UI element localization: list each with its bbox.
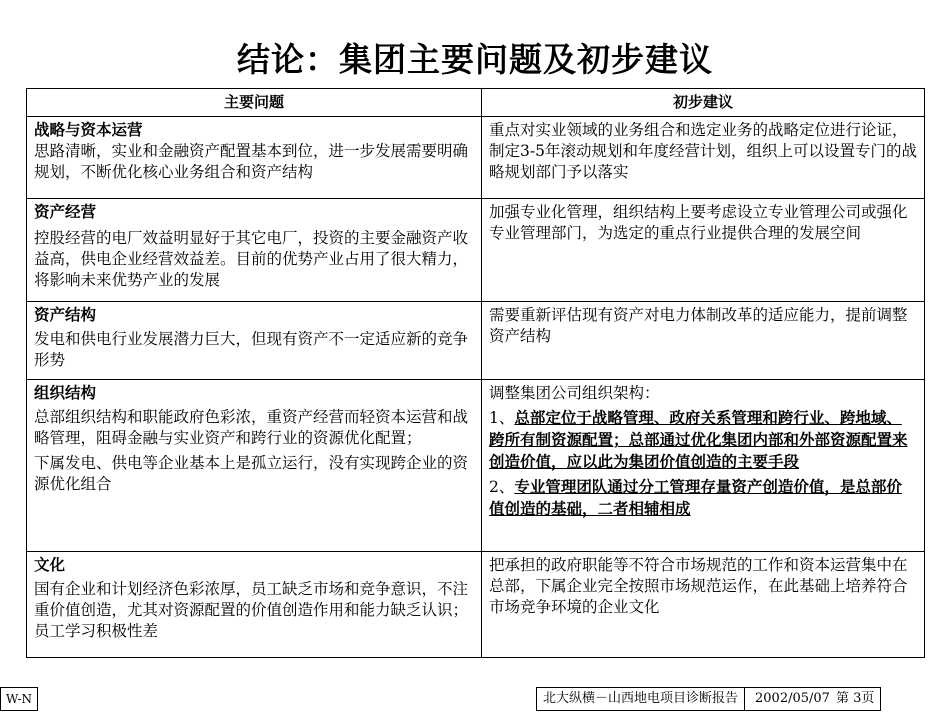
suggestion-cell xyxy=(482,302,925,380)
issue-cell xyxy=(27,117,482,199)
footer-code-box: W-N xyxy=(0,687,38,711)
suggestion-item-text: 专业管理团队通过分工管理存量资产创造价值，是总部价值创造的基础，二者相辅相成 xyxy=(489,477,902,518)
column-header-issues: 主要问题 xyxy=(27,89,482,117)
issue-title: 资产经营 xyxy=(34,203,97,221)
issue-cell xyxy=(27,552,482,658)
suggestion-text: 重点对实业领域的业务组合和选定业务的战略定位进行论证，制定3-5年滚动规划和年度经营计划，组织上可以设置专门的战略规划部门予以落实 xyxy=(489,121,917,181)
table-row xyxy=(27,302,925,380)
suggestion-cell xyxy=(482,380,925,552)
suggestion-item-text: 总部定位于战略管理、政府关系管理和跨行业、跨地域、跨所有制资源配置；总部通过优化集团内部和外部资源配置来创造价值，应以此为集团价值创造的主要手段 xyxy=(489,408,908,471)
footer-info-box xyxy=(536,687,881,711)
suggestion-cell xyxy=(482,199,925,302)
suggestion-item-number: 1、 xyxy=(489,409,515,427)
suggestion-text: 需要重新评估现有资产对电力体制改革的适应能力，提前调整资产结构 xyxy=(489,306,908,345)
suggestion-cell xyxy=(482,552,925,658)
issue-text: 思路清晰，实业和金融资产配置基本到位，进一步发展需要明确规划，不断优化核心业务组合和资产结构 xyxy=(34,142,469,181)
suggestion-cell xyxy=(482,117,925,199)
footer-date: 2002/05/07 xyxy=(755,691,830,706)
suggestion-intro: 调整集团公司组织架构： xyxy=(489,384,660,402)
issue-text: 发电和供电行业发展潜力巨大，但现有资产不一定适应新的竞争形势 xyxy=(34,330,469,369)
footer-report-name: 北大纵横－山西地电项目诊断报告 xyxy=(543,691,739,706)
issue-text: 控股经营的电厂效益明显好于其它电厂，投资的主要金融资产收益高，供电企业经营效益差。目前的优势产业占用了很大精力，将影响未来优势产业的发展 xyxy=(34,229,469,289)
issues-suggestions-table xyxy=(26,88,925,658)
issue-text: 国有企业和计划经济色彩浓厚，员工缺乏市场和竞争意识，不注重价值创造，尤其对资源配置的价值创造作用和能力缺乏认识；员工学习积极性差 xyxy=(34,580,469,640)
suggestion-item-number: 2、 xyxy=(489,478,515,496)
issue-cell xyxy=(27,199,482,302)
issue-text: 下属发电、供电等企业基本上是孤立运行，没有实现跨企业的资源优化组合 xyxy=(34,454,469,493)
issue-cell xyxy=(27,302,482,380)
table-row xyxy=(27,117,925,199)
page-title: 结论：集团主要问题及初步建议 xyxy=(237,40,713,79)
suggestion-text: 加强专业化管理，组织结构上要考虑设立专业管理公司或强化专业管理部门，为选定的重点行业提供合理的发展空间 xyxy=(489,203,908,242)
table-row xyxy=(27,552,925,658)
suggestion-text: 把承担的政府职能等不符合市场规范的工作和资本运营集中在总部，下属企业完全按照市场规范运作，在此基础上培养符合市场竞争环境的企业文化 xyxy=(489,556,908,616)
table-header-row xyxy=(27,89,925,117)
footer-date-page xyxy=(744,688,880,710)
footer-page: 第 3页 xyxy=(835,691,875,706)
table-row xyxy=(27,199,925,302)
column-header-suggestions: 初步建议 xyxy=(482,89,925,117)
suggestion-item xyxy=(489,476,917,520)
issue-title: 组织结构 xyxy=(34,384,97,402)
suggestion-item xyxy=(489,407,917,473)
issue-text: 总部组织结构和职能政府色彩浓，重资产经营而轻资本运营和战略管理，阻碍金融与实业资产和跨行业的资源优化配置； xyxy=(34,408,469,447)
issue-cell xyxy=(27,380,482,552)
issue-title: 战略与资本运营 xyxy=(34,121,143,139)
issue-title: 资产结构 xyxy=(34,306,97,324)
issue-title: 文化 xyxy=(34,556,66,574)
table-row xyxy=(27,380,925,552)
